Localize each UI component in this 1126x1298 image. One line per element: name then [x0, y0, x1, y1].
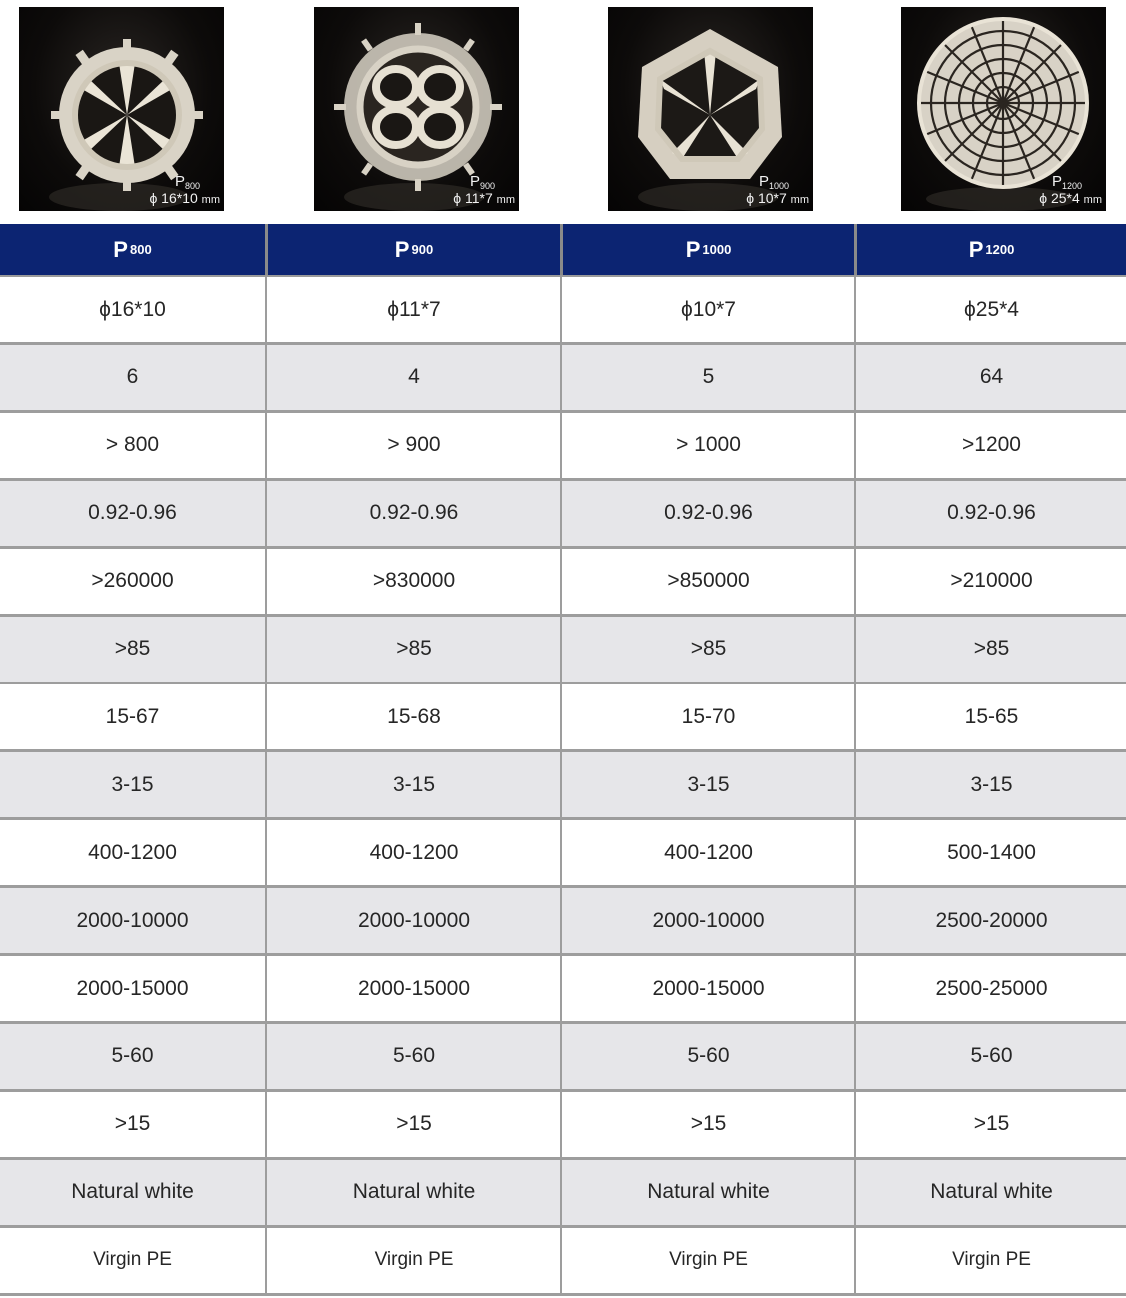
table-cell: Virgin PE: [93, 1249, 172, 1271]
table-row: [0, 617, 1126, 685]
column-divider: [854, 617, 856, 685]
table-cell: 15-65: [964, 704, 1019, 728]
row-divider: [0, 1293, 1126, 1296]
product-photo-p1000: [608, 7, 813, 211]
table-row: [0, 752, 1126, 820]
table-cell: 400-1200: [664, 840, 753, 864]
table-cell: >85: [396, 637, 432, 660]
column-divider: [265, 752, 267, 820]
column-divider: [560, 277, 562, 345]
column-divider: [854, 277, 856, 345]
table-cell: 2500-25000: [935, 976, 1048, 1000]
column-divider: [854, 1092, 856, 1160]
column-divider: [265, 956, 267, 1024]
table-cell: 6: [126, 365, 139, 389]
product-photo-p900: [314, 7, 519, 211]
table-cell: Natural white: [647, 1180, 770, 1204]
table-cell: >15: [114, 1112, 151, 1136]
table-cell: 3-15: [687, 772, 730, 796]
table-cell: ϕ16*10: [99, 297, 166, 321]
table-cell: 4: [408, 365, 420, 389]
column-divider: [560, 481, 562, 549]
table-header-row: [0, 224, 1126, 277]
column-divider: [854, 956, 856, 1024]
table-cell: Virgin PE: [952, 1249, 1031, 1271]
table-cell: > 900: [387, 433, 441, 457]
table-cell: ϕ10*7: [681, 297, 736, 321]
column-divider: [265, 684, 267, 752]
column-divider: [265, 888, 267, 956]
table-row: [0, 1024, 1126, 1092]
table-cell: 500-1400: [947, 840, 1036, 864]
column-divider: [854, 1160, 856, 1228]
table-cell: >85: [114, 637, 151, 660]
column-divider: [560, 1228, 562, 1296]
table-cell: 0.92-0.96: [664, 501, 753, 525]
table-cell: 5-60: [970, 1044, 1013, 1068]
column-divider: [560, 1024, 562, 1092]
table-cell: Virgin PE: [374, 1249, 454, 1271]
table-cell: 15-67: [105, 704, 160, 728]
column-divider: [265, 820, 267, 888]
column-divider: [854, 820, 856, 888]
table-cell: 5-60: [111, 1044, 154, 1068]
column-divider: [560, 413, 562, 481]
table-row: [0, 956, 1126, 1024]
header-cell-p800: P 800: [113, 236, 152, 262]
table-row: [0, 481, 1126, 549]
photo-caption: $P_{900}$ ϕ 11*7 mm: [453, 173, 515, 207]
column-divider: [854, 345, 856, 413]
table-cell: 2000-15000: [76, 976, 189, 1000]
table-cell: 2000-15000: [357, 976, 471, 1000]
column-divider: [560, 684, 562, 752]
table-cell: 15-70: [681, 704, 736, 728]
table-cell: >830000: [372, 569, 456, 593]
column-divider: [265, 481, 267, 549]
column-divider: [560, 1160, 562, 1228]
photo-caption: $P_{1000}$ ϕ 10*7 mm: [746, 173, 809, 207]
column-divider: [854, 1024, 856, 1092]
table-cell: 2000-10000: [652, 908, 765, 932]
product-photo-p800: [19, 7, 224, 211]
table-cell: 2500-20000: [935, 908, 1048, 932]
table-cell: Natural white: [71, 1180, 194, 1204]
table-row: [0, 684, 1126, 752]
table-cell: 2000-10000: [357, 908, 471, 932]
table-cell: 5-60: [687, 1044, 730, 1068]
table-cell: 3-15: [970, 772, 1013, 796]
column-divider: [560, 752, 562, 820]
table-cell: 3-15: [111, 772, 154, 796]
column-divider: [265, 549, 267, 617]
header-cell-p1200: P 1200: [968, 236, 1015, 262]
column-divider: [854, 481, 856, 549]
column-divider: [265, 345, 267, 413]
table-cell: > 800: [105, 433, 160, 457]
column-divider: [265, 277, 267, 345]
column-divider: [854, 684, 856, 752]
column-divider: [560, 549, 562, 617]
column-divider: [854, 1228, 856, 1296]
table-row: [0, 820, 1126, 888]
table-cell: >260000: [91, 569, 174, 593]
column-divider: [560, 345, 562, 413]
table-cell: 5-60: [392, 1044, 436, 1068]
column-divider: [560, 956, 562, 1024]
table-cell: >85: [690, 637, 727, 660]
table-cell: 0.92-0.96: [947, 501, 1036, 525]
photo-caption: $P_{1200}$ ϕ 25*4 mm: [1039, 173, 1102, 207]
table-cell: 2000-10000: [76, 908, 189, 932]
table-cell: 3-15: [392, 772, 436, 796]
column-divider: [265, 1228, 267, 1296]
column-divider: [560, 888, 562, 956]
product-photo-p1200: [901, 7, 1106, 211]
header-cell-p900: P 900: [394, 236, 434, 262]
column-divider: [560, 1092, 562, 1160]
table-cell: >15: [396, 1112, 432, 1136]
table-cell: >85: [973, 637, 1010, 660]
table-cell: 5: [702, 365, 715, 389]
table-cell: ϕ25*4: [964, 297, 1019, 321]
column-divider: [560, 820, 562, 888]
table-cell: 400-1200: [88, 840, 177, 864]
table-cell: Virgin PE: [669, 1249, 748, 1271]
table-row: [0, 345, 1126, 413]
column-divider: [854, 413, 856, 481]
column-divider: [854, 888, 856, 956]
table-cell: 0.92-0.96: [88, 501, 177, 525]
column-divider: [265, 1092, 267, 1160]
table-row: [0, 549, 1126, 617]
table-row: [0, 413, 1126, 481]
table-cell: >1200: [962, 433, 1021, 457]
column-divider: [854, 549, 856, 617]
column-divider: [265, 413, 267, 481]
table-cell: 400-1200: [369, 840, 459, 864]
column-divider: [265, 1160, 267, 1228]
table-cell: 2000-15000: [652, 976, 765, 1000]
column-divider: [265, 617, 267, 685]
table-cell: >15: [973, 1112, 1010, 1136]
table-cell: 0.92-0.96: [369, 501, 459, 525]
table-cell: >850000: [667, 569, 750, 593]
table-cell: Natural white: [930, 1180, 1053, 1204]
header-cell-p1000: P 1000: [685, 236, 732, 262]
column-divider: [854, 752, 856, 820]
table-cell: 64: [979, 365, 1004, 389]
table-row: [0, 1160, 1126, 1228]
product-photo-strip: [0, 0, 1126, 224]
table-row: [0, 1228, 1126, 1296]
table-row: [0, 1092, 1126, 1160]
photo-caption: $P_{800}$ ϕ 16*10 mm: [149, 173, 220, 207]
column-divider: [265, 1024, 267, 1092]
table-row: [0, 888, 1126, 956]
table-cell: ϕ11*7: [387, 297, 441, 321]
table-cell: Natural white: [352, 1180, 476, 1204]
column-divider: [560, 617, 562, 685]
table-cell: >15: [690, 1112, 727, 1136]
table-cell: >210000: [950, 569, 1033, 593]
table-cell: 15-68: [387, 704, 441, 728]
table-cell: > 1000: [676, 433, 741, 457]
table-row: [0, 277, 1126, 345]
